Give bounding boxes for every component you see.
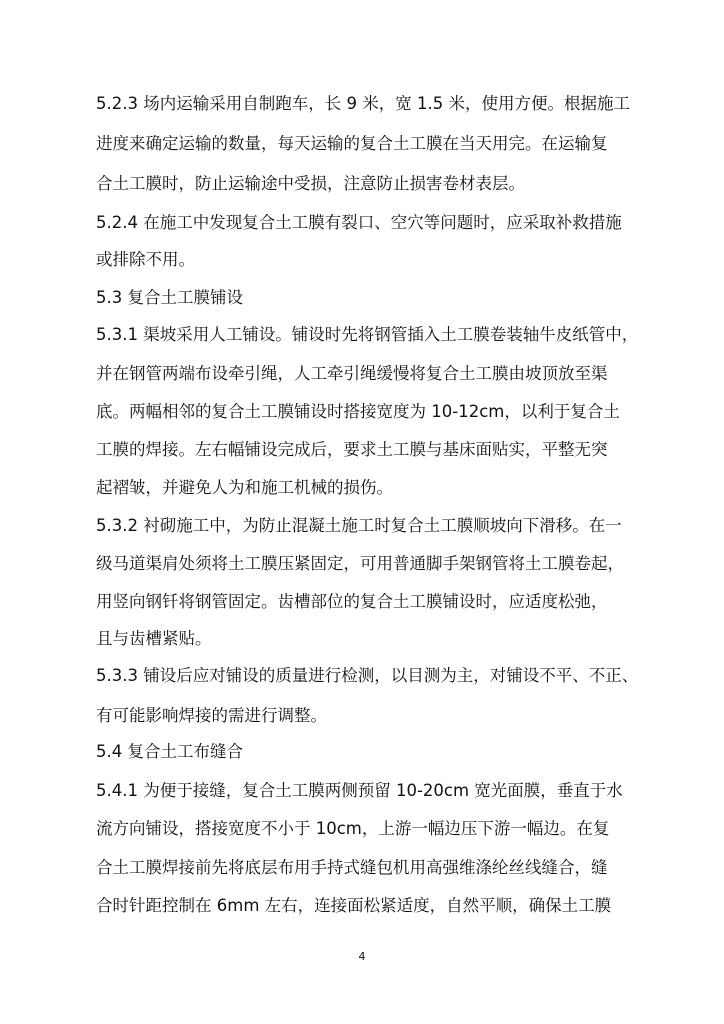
text-line: 合土工膜焊接前先将底层布用手持式缝包机用高强维涤纶丝线缝合，缝 xyxy=(96,858,608,877)
text-line: 流方向铺设，搭接宽度不小于 10cm，上游一幅边压下游一幅边。在复 xyxy=(96,819,610,838)
text-line: 并在钢管两端布设牵引绳，人工牵引绳缓慢将复合土工膜由坡顶放至渠 xyxy=(96,364,608,383)
text-line: 5.3.2 衬砌施工中，为防止混凝土施工时复合土工膜顺坡向下滑移。在一 xyxy=(96,516,622,535)
text-line: 起褶皱，并避免人为和施工机械的损伤。 xyxy=(96,478,393,497)
text-line: 5.2.3 场内运输采用自制跑车，长 9 米，宽 1.5 米，使用方便。根据施工 xyxy=(96,94,630,113)
text-line: 工膜的焊接。左右幅铺设完成后，要求土工膜与基床面贴实，平整无突 xyxy=(96,440,608,459)
text-line: 有可能影响焊接的需进行调整。 xyxy=(96,706,327,725)
text-line: 5.3.3 铺设后应对铺设的质量进行检测，以目测为主，对铺设不平、不正、 xyxy=(96,666,639,685)
text-line: 5.2.4 在施工中发现复合土工膜有裂口、空穴等问题时，应采取补救措施 xyxy=(96,213,622,232)
text-line: 或排除不用。 xyxy=(96,250,195,269)
text-line: 级马道渠肩处须将土工膜压紧固定，可用普通脚手架钢管将土工膜卷起， xyxy=(96,554,624,573)
text-line: 5.4.1 为便于接缝，复合土工膜两侧预留 10-20cm 宽光面膜，垂直于水 xyxy=(96,781,623,800)
section-heading: 5.4 复合土工布缝合 xyxy=(96,742,243,761)
text-line: 底。两幅相邻的复合土工膜铺设时搭接宽度为 10-12cm，以利于复合土 xyxy=(96,402,620,421)
text-line: 5.3.1 渠坡采用人工铺设。铺设时先将钢管插入土工膜卷装轴牛皮纸管中， xyxy=(96,325,639,344)
text-line: 用竖向钢钎将钢管固定。齿槽部位的复合土工膜铺设时，应适度松弛， xyxy=(96,592,608,611)
text-line: 进度来确定运输的数量，每天运输的复合土工膜在当天用完。在运输复 xyxy=(96,134,608,153)
text-line: 且与齿槽紧贴。 xyxy=(96,629,212,648)
page-number: 4 xyxy=(358,950,366,963)
section-heading: 5.3 复合土工膜铺设 xyxy=(96,288,243,307)
text-line: 合土工膜时，防止运输途中受损，注意防止损害卷材表层。 xyxy=(96,174,525,193)
text-line: 合时针距控制在 6mm 左右，连接面松紧适度，自然平顺，确保土工膜 xyxy=(96,896,612,915)
